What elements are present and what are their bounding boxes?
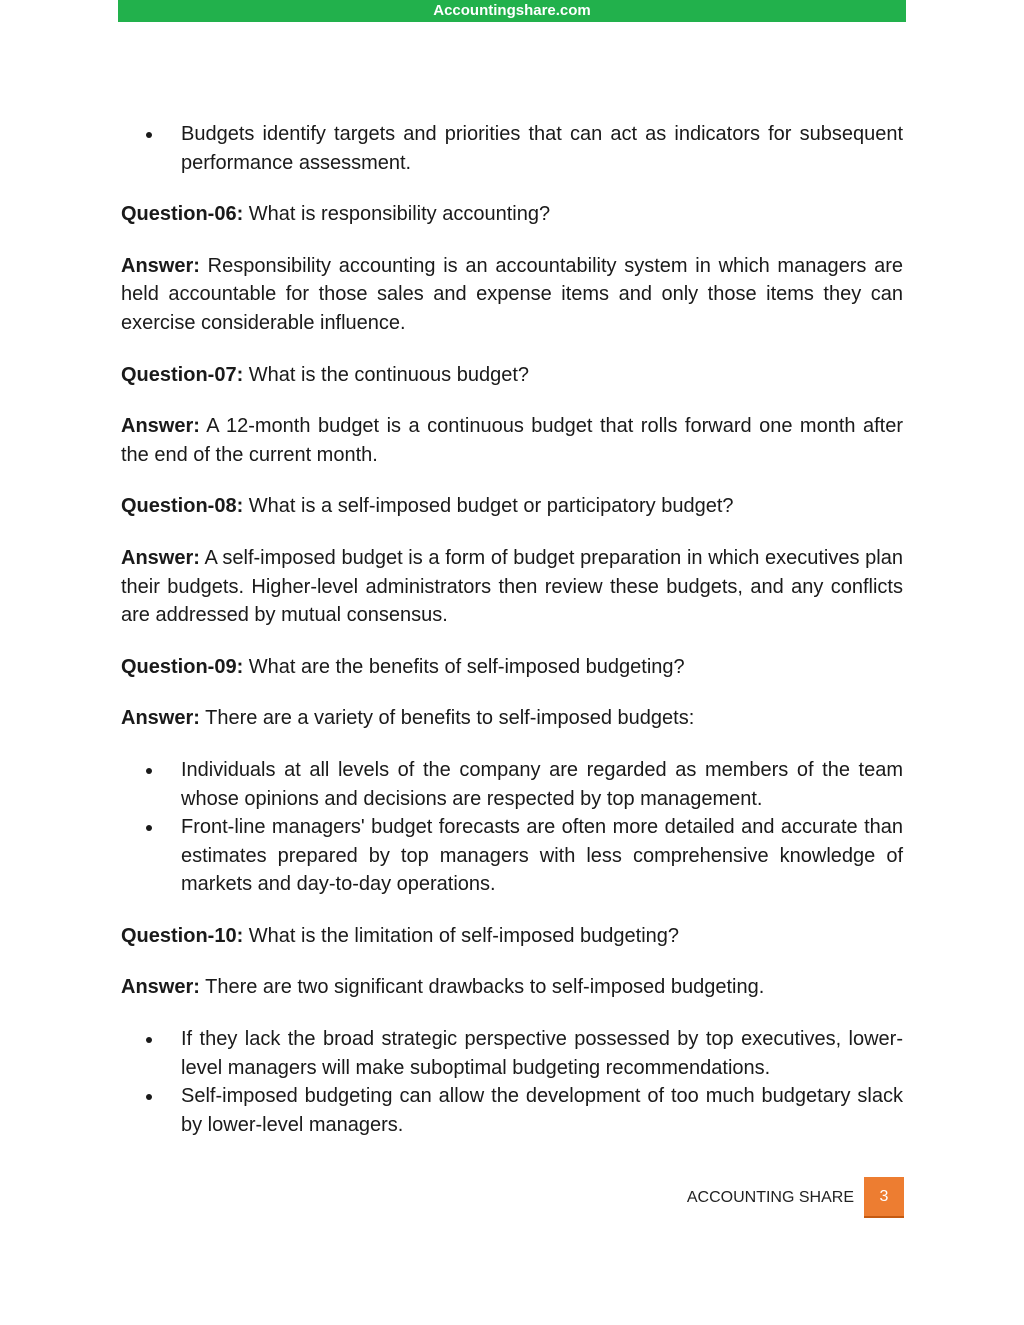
answer-text: A self-imposed budget is a form of budget preparation in which executives plan their budgets. Higher-level administrators then review these budgets, and any conflicts are addressed by mutual consensus. [121,546,903,627]
answer-06 [121,252,903,338]
answer-08 [121,544,903,630]
site-header-bar [118,0,906,22]
question-label: Question-10: [121,924,244,947]
answer-text: There are two significant drawbacks to self-imposed budgeting. [199,976,765,999]
question-text: What is the limitation of self-imposed budgeting? [243,924,680,947]
question-label: Question-08: [121,495,244,518]
answer-07 [121,412,903,469]
answer-text: There are a variety of benefits to self-imposed budgets: [199,707,695,730]
question-07 [121,361,903,390]
answer-10 [121,973,903,1002]
question-08 [121,492,903,521]
answer-09 [121,704,903,733]
page-content [121,120,903,1139]
question-09 [121,653,903,682]
footer-label: ACCOUNTING SHARE [686,1188,854,1206]
question-text: What is responsibility accounting? [243,203,551,226]
answer-label: Answer: [121,254,200,277]
question-label: Question-07: [121,363,244,386]
answer-text: A 12-month budget is a continuous budget that rolls forward one month after the end of the current month. [121,415,903,466]
answer-label: Answer: [121,976,200,999]
question-text: What is the continuous budget? [243,363,529,386]
list-item: Individuals at all levels of the company are regarded as members of the team whose opinions and decisions are respected by top management. [181,756,903,813]
answer-label: Answer: [121,415,200,438]
list-item: Self-imposed budgeting can allow the development of too much budgetary slack by lower-level managers. [181,1082,903,1139]
answer-label: Answer: [121,546,200,569]
list-item: Budgets identify targets and priorities that can act as indicators for subsequent performance assessment. [181,120,903,177]
question-label: Question-06: [121,203,244,226]
answer-text: Responsibility accounting is an accountability system in which managers are held accountable for those sales and expense items and only those items they can exercise considerable influence. [121,254,903,334]
list-item: Front-line managers' budget forecasts are often more detailed and accurate than estimates prepared by top managers with less comprehensive knowledge of markets and day-to-day operations. [181,813,903,899]
site-name: Accountingshare.com [433,2,591,19]
question-10 [121,922,903,951]
page-footer [687,1177,904,1218]
question-text: What are the benefits of self-imposed budgeting? [243,655,685,678]
page-number: 3 [864,1177,904,1218]
list-item: If they lack the broad strategic perspective possessed by top executives, lower-level managers will make suboptimal budgeting recommendations. [181,1025,903,1082]
intro-bullet-list [121,120,903,177]
question-label: Question-09: [121,655,244,678]
question-text: What is a self-imposed budget or participatory budget? [243,495,734,518]
benefits-bullet-list [121,756,903,899]
answer-label: Answer: [121,707,200,730]
question-06 [121,200,903,229]
drawbacks-bullet-list [121,1025,903,1139]
